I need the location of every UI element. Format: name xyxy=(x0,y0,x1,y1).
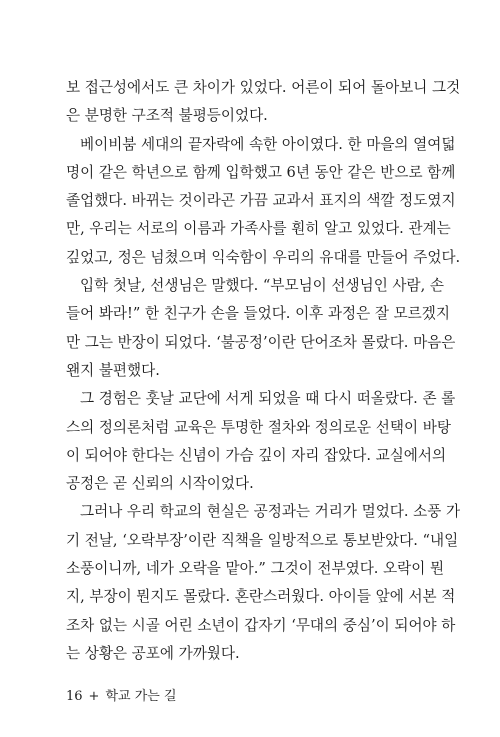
text-line: 들어 봐라!” 한 친구가 손을 들었다. 이후 과정은 잘 모르겠지 xyxy=(66,305,450,323)
text-line: 조차 없는 시골 어린 소년이 갑자기 ‘무대의 중심’이 되어야 하 xyxy=(66,616,456,634)
text-line: 깊었고, 정은 넘쳤으며 익숙함이 우리의 유대를 만들어 주었다. xyxy=(66,248,461,266)
text-line: 보 접근성에서도 큰 차이가 있었다. 어른이 되어 돌아보니 그것 xyxy=(66,79,461,96)
text-line: 명이 같은 학년으로 함께 입학했고 6년 동안 같은 반으로 함께 xyxy=(66,163,456,181)
text-line: 소풍이니까, 네가 오락을 맡아.” 그것이 전부였다. 오락이 뭔 xyxy=(66,560,445,578)
paragraph xyxy=(66,385,456,498)
text-line: 베이비붐 세대의 끝자락에 속한 아이였다. 한 마을의 열여덟 xyxy=(80,135,456,153)
book-title: 학교 가는 길 xyxy=(105,689,177,704)
text-line: 그러나 우리 학교의 현실은 공정과는 거리가 멀었다. 소풍 가 xyxy=(80,503,461,521)
text-line: 만, 우리는 서로의 이름과 가족사를 훤히 알고 있었다. 관계는 xyxy=(66,220,451,238)
text-line: 입학 첫날, 선생님은 말했다. “부모님이 선생님인 사람, 손 xyxy=(80,277,444,295)
paragraph xyxy=(66,74,461,131)
text-line: 은 분명한 구조적 불평등이었다. xyxy=(66,107,268,125)
text-line: 지, 부장이 뭔지도 몰랐다. 혼란스러웠다. 아이들 앞에 서본 적 xyxy=(66,588,456,606)
text-line: 왠지 불편했다. xyxy=(66,361,160,379)
page-footer xyxy=(66,685,177,704)
paragraph xyxy=(66,498,461,668)
page-number: 16 xyxy=(66,689,83,704)
text-line: 그 경험은 훗날 교단에 서게 되었을 때 다시 떠올랐다. 존 롤 xyxy=(80,390,456,408)
text-line: 졸업했다. 바뀌는 것이라곤 가끔 교과서 표지의 색깔 정도였지 xyxy=(66,192,456,210)
text-line: 기 전날, ‘오락부장’이란 직책을 일방적으로 통보받았다. “내일 xyxy=(66,531,459,549)
paragraph xyxy=(66,131,461,272)
footer-separator: + xyxy=(88,689,100,704)
text-line: 공정은 곧 신뢰의 시작이었다. xyxy=(66,475,254,493)
paragraph xyxy=(66,272,456,385)
text-line: 만 그는 반장이 되었다. ‘불공정’이란 단어조차 몰랐다. 마음은 xyxy=(66,333,456,351)
body-text xyxy=(66,74,461,668)
text-line: 는 상황은 공포에 가까웠다. xyxy=(66,644,240,662)
text-line: 스의 정의론처럼 교육은 투명한 절차와 정의로운 선택이 바탕 xyxy=(66,418,451,436)
text-line: 이 되어야 한다는 신념이 가슴 깊이 자리 잡았다. 교실에서의 xyxy=(66,446,447,464)
